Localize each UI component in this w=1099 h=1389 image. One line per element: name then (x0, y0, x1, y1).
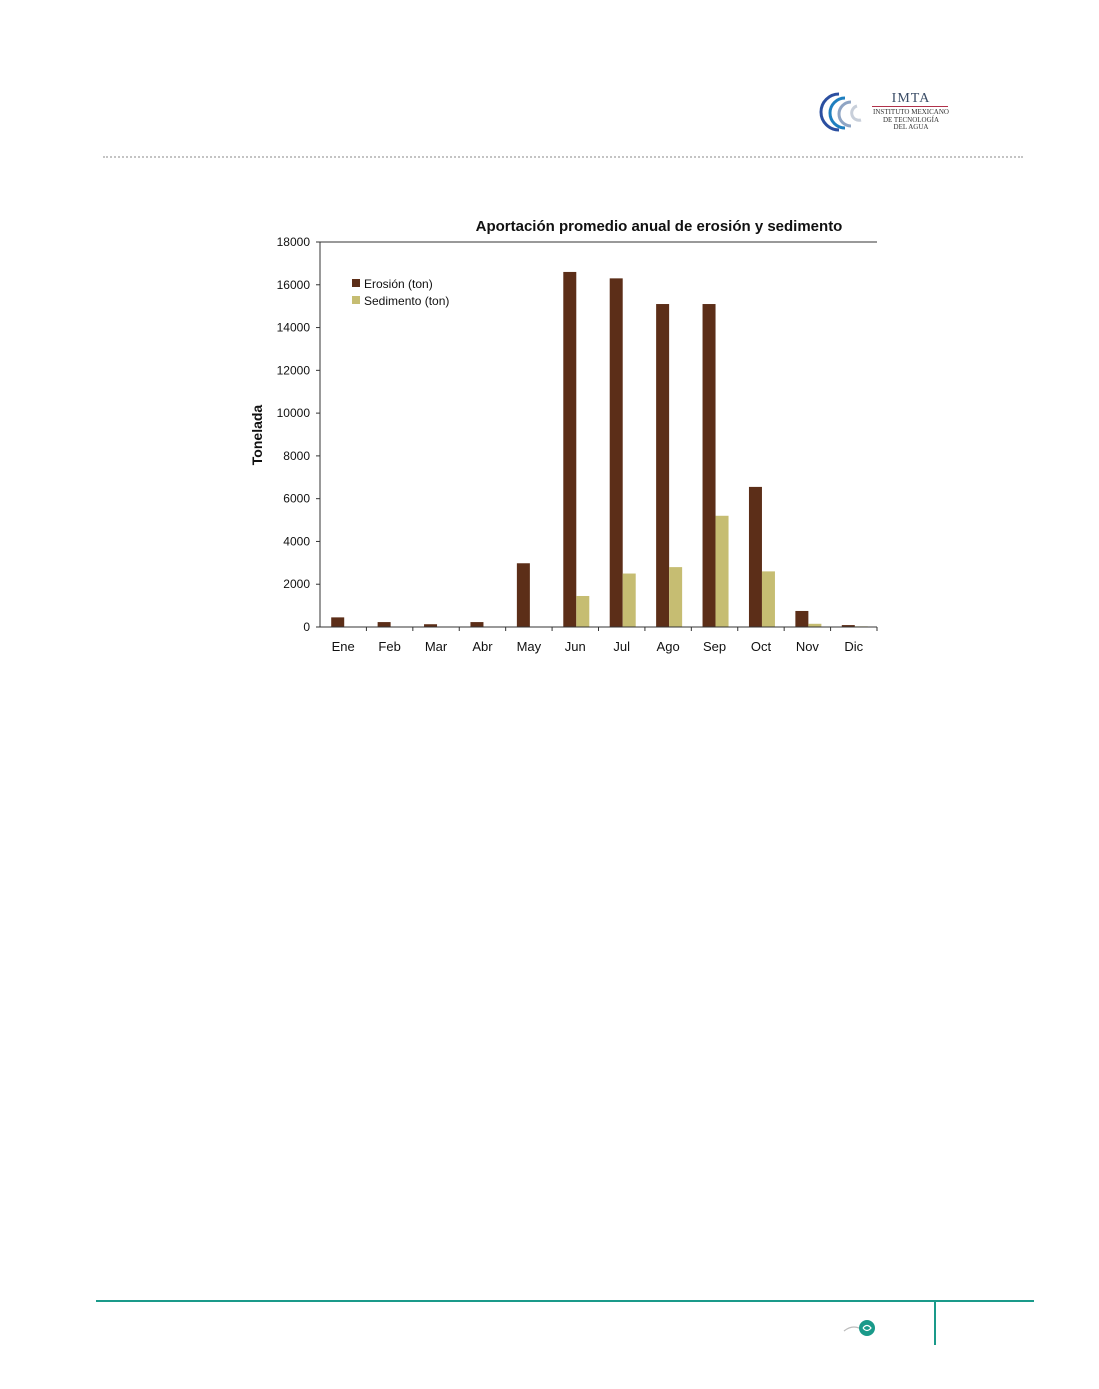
y-tick-label: 6000 (283, 491, 310, 506)
legend-label-sedimento: Sedimento (ton) (364, 294, 450, 308)
logo-subtitle-line-2: DE TECNOLOGÍA (882, 115, 940, 124)
x-tick-label: Jun (564, 639, 586, 654)
y-tick-label: 16000 (276, 277, 310, 292)
bar-erosion-ago (656, 304, 669, 627)
x-tick-label: Dic (844, 639, 864, 654)
y-tick-label: 10000 (276, 406, 310, 421)
bar-sedimento-jul (623, 574, 636, 627)
y-tick-label: 0 (303, 620, 310, 634)
header-divider (103, 156, 1023, 158)
bar-erosion-jul (610, 278, 623, 627)
bar-sedimento-jun (576, 596, 589, 627)
logo-rule (872, 106, 948, 107)
y-axis-label: Tonelada (249, 404, 265, 466)
logo-subtitle-line-1: INSTITUTO MEXICANO (873, 108, 949, 116)
legend-swatch-erosion (352, 279, 360, 287)
footer-vertical-divider (934, 1301, 936, 1345)
y-tick-label: 2000 (283, 577, 310, 592)
footer-divider (96, 1300, 1034, 1302)
bar-sedimento-ago (669, 567, 682, 627)
logo-subtitle (866, 109, 956, 132)
x-tick-label: May (516, 639, 542, 654)
x-tick-label: Abr (472, 639, 493, 654)
x-tick-label: Jul (613, 639, 631, 654)
bar-erosion-nov (795, 611, 808, 627)
legend (352, 277, 449, 308)
bar-sedimento-oct (762, 571, 775, 627)
x-tick-label: Ene (331, 639, 355, 654)
legend-label-erosion: Erosión (ton) (364, 277, 433, 291)
bar-chart (240, 205, 890, 675)
y-axis-ticks (277, 235, 320, 634)
y-tick-label: 18000 (276, 235, 310, 249)
x-tick-label: Ago (656, 639, 680, 654)
x-tick-label: Oct (750, 639, 772, 654)
y-tick-label: 12000 (276, 363, 310, 378)
bar-erosion-ene (331, 617, 344, 627)
logo-title: IMTA (891, 91, 931, 106)
y-tick-label: 4000 (283, 534, 310, 549)
legend-swatch-sedimento (352, 296, 360, 304)
water-drop-logo-icon (842, 1317, 882, 1341)
x-tick-label: Sep (702, 639, 727, 654)
bar-erosion-feb (378, 622, 391, 627)
x-tick-label: Mar (424, 639, 448, 654)
bars (331, 272, 868, 627)
chart-title: Aportación promedio anual de erosión y sedimento (475, 218, 843, 235)
x-axis-ticks (332, 627, 877, 654)
bar-erosion-sep (703, 304, 716, 627)
x-tick-label: Nov (795, 639, 819, 654)
bar-erosion-jun (563, 272, 576, 627)
bar-erosion-may (517, 563, 530, 627)
logo-subtitle-line-3: DEL AGUA (893, 123, 929, 131)
bar-sedimento-sep (716, 516, 729, 627)
x-tick-label: Feb (378, 639, 401, 654)
y-tick-label: 8000 (283, 448, 310, 463)
bar-erosion-abr (470, 622, 483, 627)
y-tick-label: 14000 (276, 320, 310, 335)
bar-erosion-oct (749, 487, 762, 627)
